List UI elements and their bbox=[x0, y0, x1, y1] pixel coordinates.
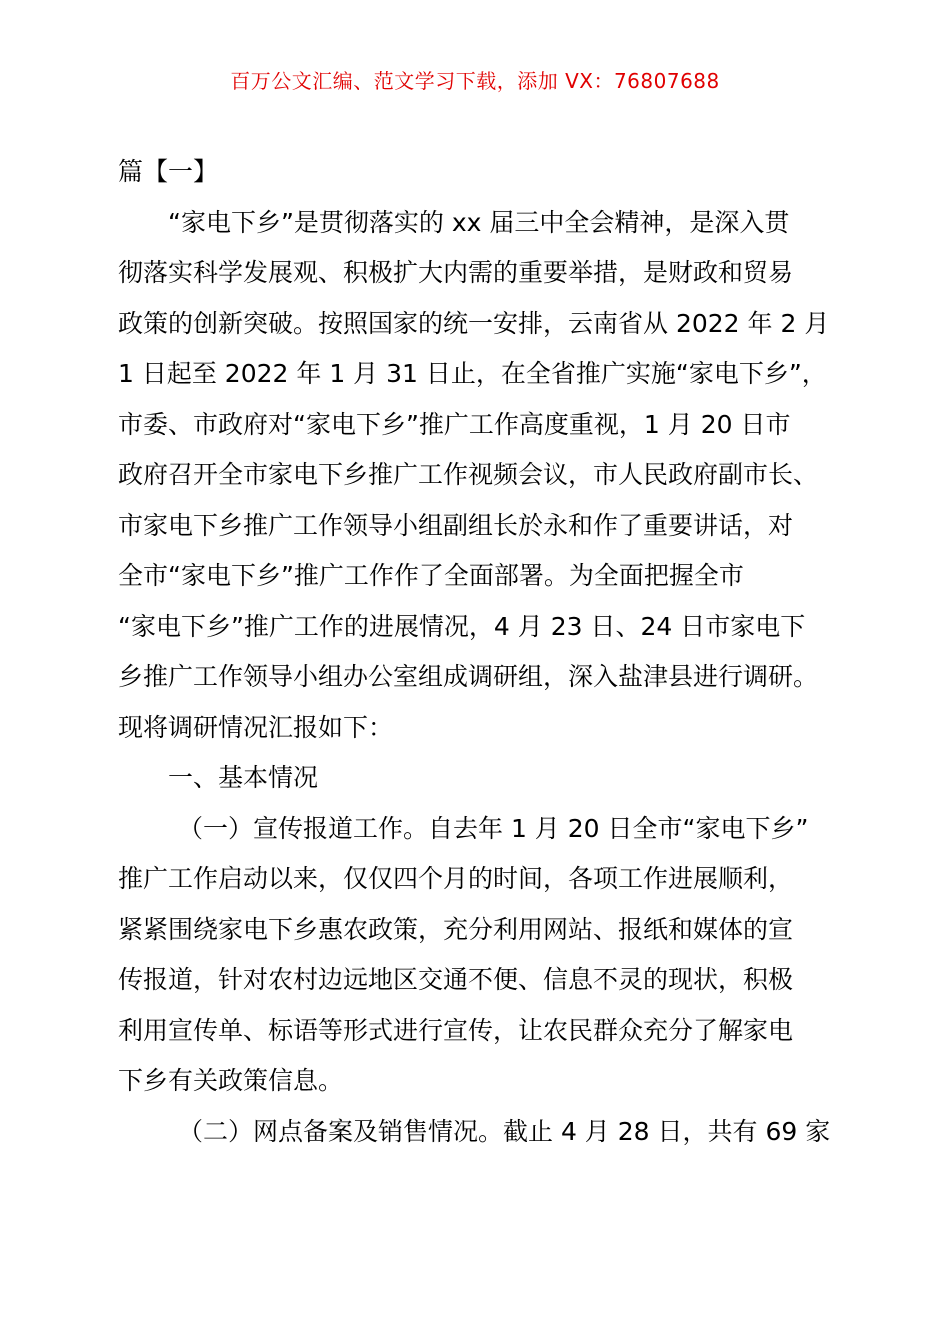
paragraph-line: 现将调研情况汇报如下： bbox=[118, 712, 394, 742]
paragraph-line: （一）宣传报道工作。自去年 1 月 20 日全市“家电下乡” bbox=[178, 813, 809, 843]
paragraph-line: 推广工作启动以来，仅仅四个月的时间，各项工作进展顺利， bbox=[118, 864, 794, 893]
paragraph-line: 紧紧围绕家电下乡惠农政策，充分利用网站、报纸和媒体的宣 bbox=[118, 914, 794, 944]
header-watermark-text: 百万公文汇编、范文学习下载，添加 VX：76807688 bbox=[230, 69, 720, 93]
paragraph-line: （二）网点备案及销售情况。截止 4 月 28 日，共有 69 家 bbox=[178, 1116, 831, 1146]
paragraph-line: 1 日起至 2022 年 1 月 31 日止，在全省推广实施“家电下乡”， bbox=[118, 359, 827, 388]
paragraph-line: “家电下乡”推广工作的进展情况，4 月 23 日、24 日市家电下 bbox=[118, 611, 806, 641]
section-heading: 篇【一】 bbox=[118, 157, 219, 186]
paragraph-line: 市委、市政府对“家电下乡”推广工作高度重视，1 月 20 日市 bbox=[118, 409, 791, 439]
paragraph-line: “家电下乡”是贯彻落实的 xx 届三中全会精神，是深入贯 bbox=[168, 207, 790, 237]
document-body bbox=[118, 147, 830, 1157]
paragraph-line: 政府召开全市家电下乡推广工作视频会议，市人民政府副市长、 bbox=[118, 460, 819, 489]
paragraph-line: 政策的创新突破。按照国家的统一安排，云南省从 2022 年 2 月 bbox=[118, 308, 830, 338]
paragraph-line: 利用宣传单、标语等形式进行宣传，让农民群众充分了解家电 bbox=[118, 1015, 794, 1045]
paragraph-line: 彻落实科学发展观、积极扩大内需的重要举措，是财政和贸易 bbox=[118, 258, 794, 287]
paragraph-line: 全市“家电下乡”推广工作作了全面部署。为全面把握全市 bbox=[118, 561, 744, 590]
subsection-heading: 一、基本情况 bbox=[168, 763, 319, 792]
paragraph-line: 乡推广工作领导小组办公室组成调研组，深入盐津县进行调研。 bbox=[118, 662, 819, 691]
paragraph-line: 传报道，针对农村边远地区交通不便、信息不灵的现状，积极 bbox=[118, 965, 794, 994]
paragraph-line: 下乡有关政策信息。 bbox=[118, 1066, 344, 1095]
paragraph-line: 市家电下乡推广工作领导小组副组长於永和作了重要讲话，对 bbox=[118, 510, 794, 540]
